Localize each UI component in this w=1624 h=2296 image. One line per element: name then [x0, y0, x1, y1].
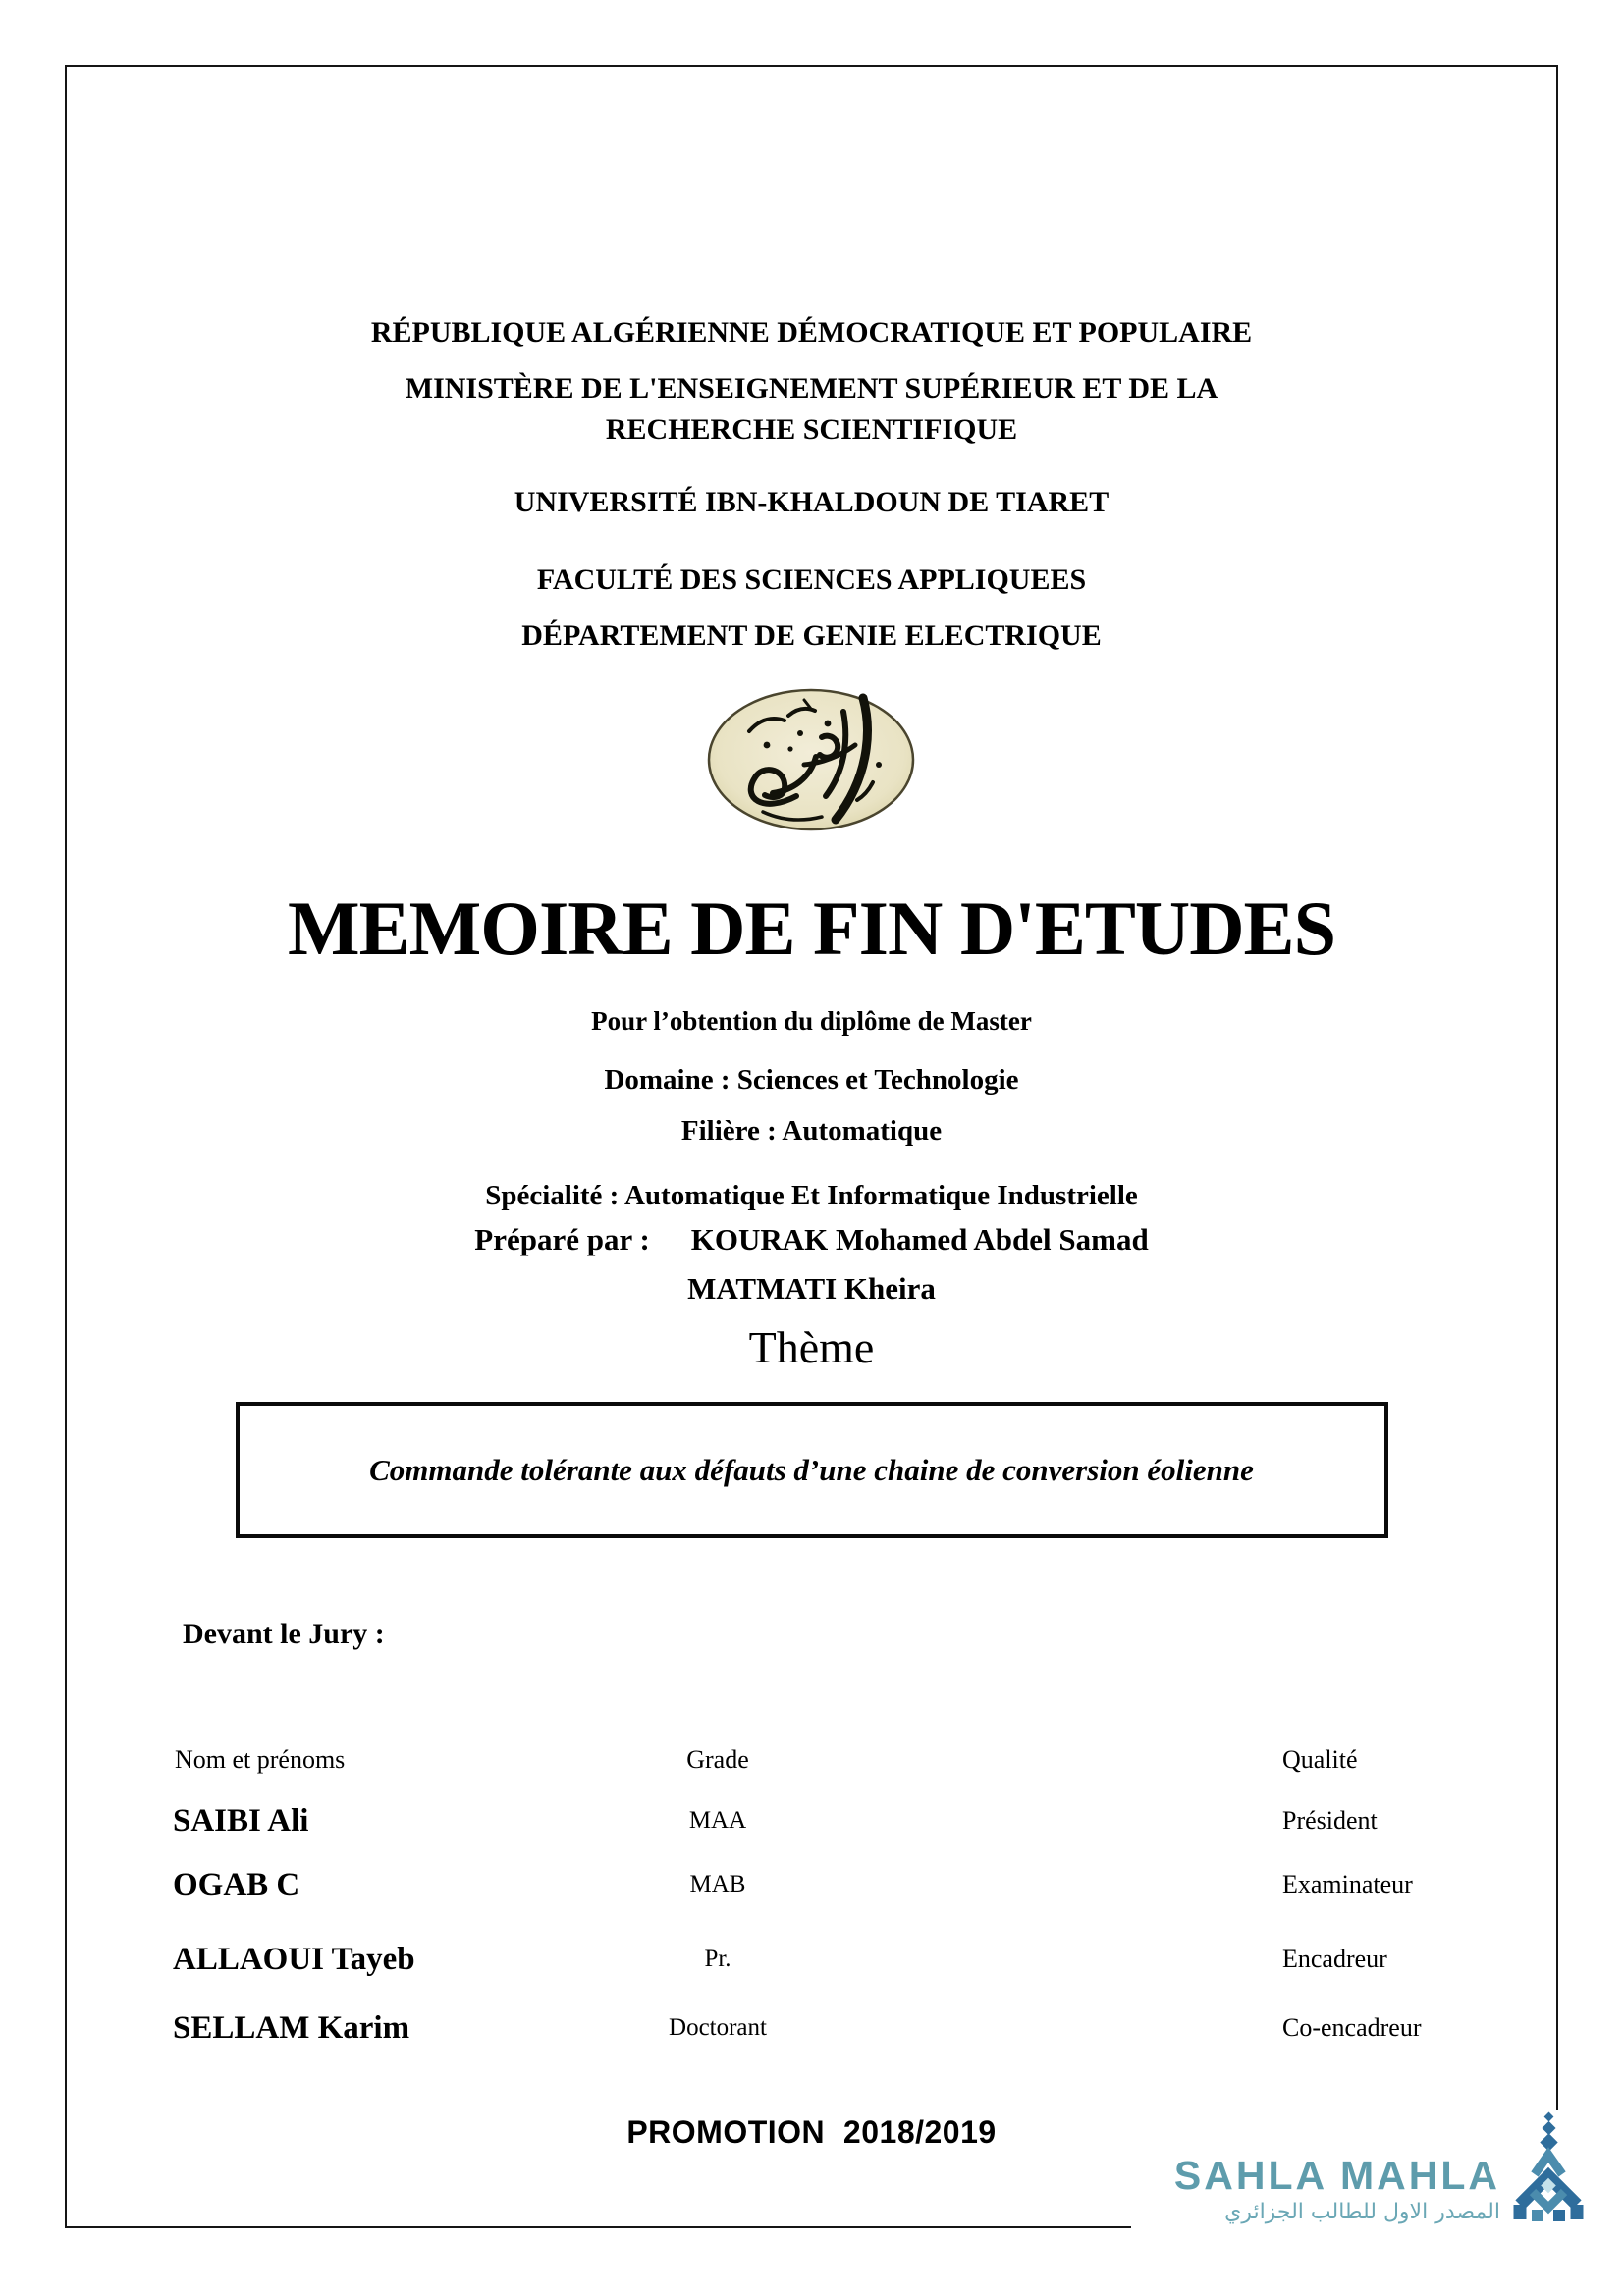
- sahla-mahla-watermark: [1131, 2110, 1593, 2230]
- kufic-mark-icon: [1504, 2111, 1593, 2225]
- domain-line: Domaine : Sciences et Technologie: [604, 1064, 1019, 1095]
- jury-row: [173, 1862, 1449, 1907]
- ministry-header: MINISTÈRE DE L'ENSEIGNEMENT SUPÉRIEUR ET DE LA RECHERCHE SCIENTIFIQUE: [405, 372, 1218, 446]
- brand-mark-icon: [1504, 2111, 1593, 2230]
- faculty-name: FACULTÉ DES SCIENCES APPLIQUEES: [536, 563, 1087, 596]
- jury-header-grade: Grade: [686, 1745, 749, 1774]
- jury-heading: Devant le Jury :: [183, 1618, 385, 1650]
- diploma-subtitle: Pour l’obtention du diplôme de Master: [591, 1006, 1032, 1036]
- jury-row: [173, 1937, 1449, 1982]
- theme-label: Thème: [748, 1322, 875, 1372]
- jury-member-grade: Doctorant: [669, 2014, 767, 2041]
- jury-header-row: [173, 1742, 1449, 1778]
- page-border-frame: [65, 65, 1558, 2228]
- republic-header: RÉPUBLIQUE ALGÉRIENNE DÉMOCRATIQUE ET POPULAIRE: [370, 316, 1253, 348]
- university-seal-icon: [706, 685, 917, 834]
- jury-member-quality: Examinateur: [1282, 1870, 1413, 1898]
- theme-box: [236, 1402, 1388, 1538]
- jury-member-grade: MAA: [688, 1807, 747, 1834]
- brand-name: SAHLA MAHLA: [1173, 2153, 1500, 2198]
- university-seal: [67, 685, 1556, 834]
- jury-member-quality: Encadreur: [1282, 1945, 1387, 1973]
- jury-member-grade: Pr.: [704, 1946, 731, 1972]
- thesis-main-title: MEMOIRE DE FIN D'ETUDES: [288, 885, 1335, 971]
- jury-header-name: Nom et prénoms: [175, 1745, 346, 1774]
- theme-title: Commande tolérante aux défauts d’une chaine de conversion éolienne: [369, 1452, 1254, 1487]
- jury-member-grade: MAB: [689, 1871, 746, 1897]
- jury-member-name: SAIBI Ali: [173, 1803, 309, 1839]
- specialty-line: Spécialité : Automatique Et Informatique Industrielle: [485, 1180, 1138, 1211]
- field-line: Filière : Automatique: [680, 1115, 943, 1147]
- author-2: MATMATI Kheira: [687, 1271, 936, 1306]
- prepared-by-label: Préparé par :: [474, 1222, 650, 1256]
- jury-row: [173, 2005, 1449, 2051]
- faculty-department-block: [67, 552, 1556, 664]
- promotion-line: PROMOTION 2018/2019: [626, 2114, 997, 2150]
- jury-member-quality: Président: [1282, 1806, 1378, 1835]
- brand-text-block: [1131, 2154, 1500, 2230]
- brand-tagline: المصدر الاول للطالب الجزائري: [1224, 2200, 1500, 2224]
- author-1: KOURAK Mohamed Abdel Samad: [690, 1222, 1149, 1256]
- jury-table: [173, 1742, 1449, 2051]
- jury-member-name: SELLAM Karim: [173, 2010, 410, 2046]
- jury-member-quality: Co-encadreur: [1282, 2013, 1422, 2042]
- prepared-by-line: [67, 1218, 1556, 1261]
- university-name: UNIVERSITÉ IBN-KHALDOUN DE TIARET: [514, 486, 1110, 518]
- jury-header-quality: Qualité: [1282, 1745, 1358, 1774]
- department-name: DÉPARTEMENT DE GENIE ELECTRIQUE: [521, 619, 1102, 652]
- jury-member-name: OGAB C: [173, 1867, 300, 1902]
- jury-row: [173, 1798, 1449, 1843]
- jury-member-name: ALLAOUI Tayeb: [173, 1942, 415, 1977]
